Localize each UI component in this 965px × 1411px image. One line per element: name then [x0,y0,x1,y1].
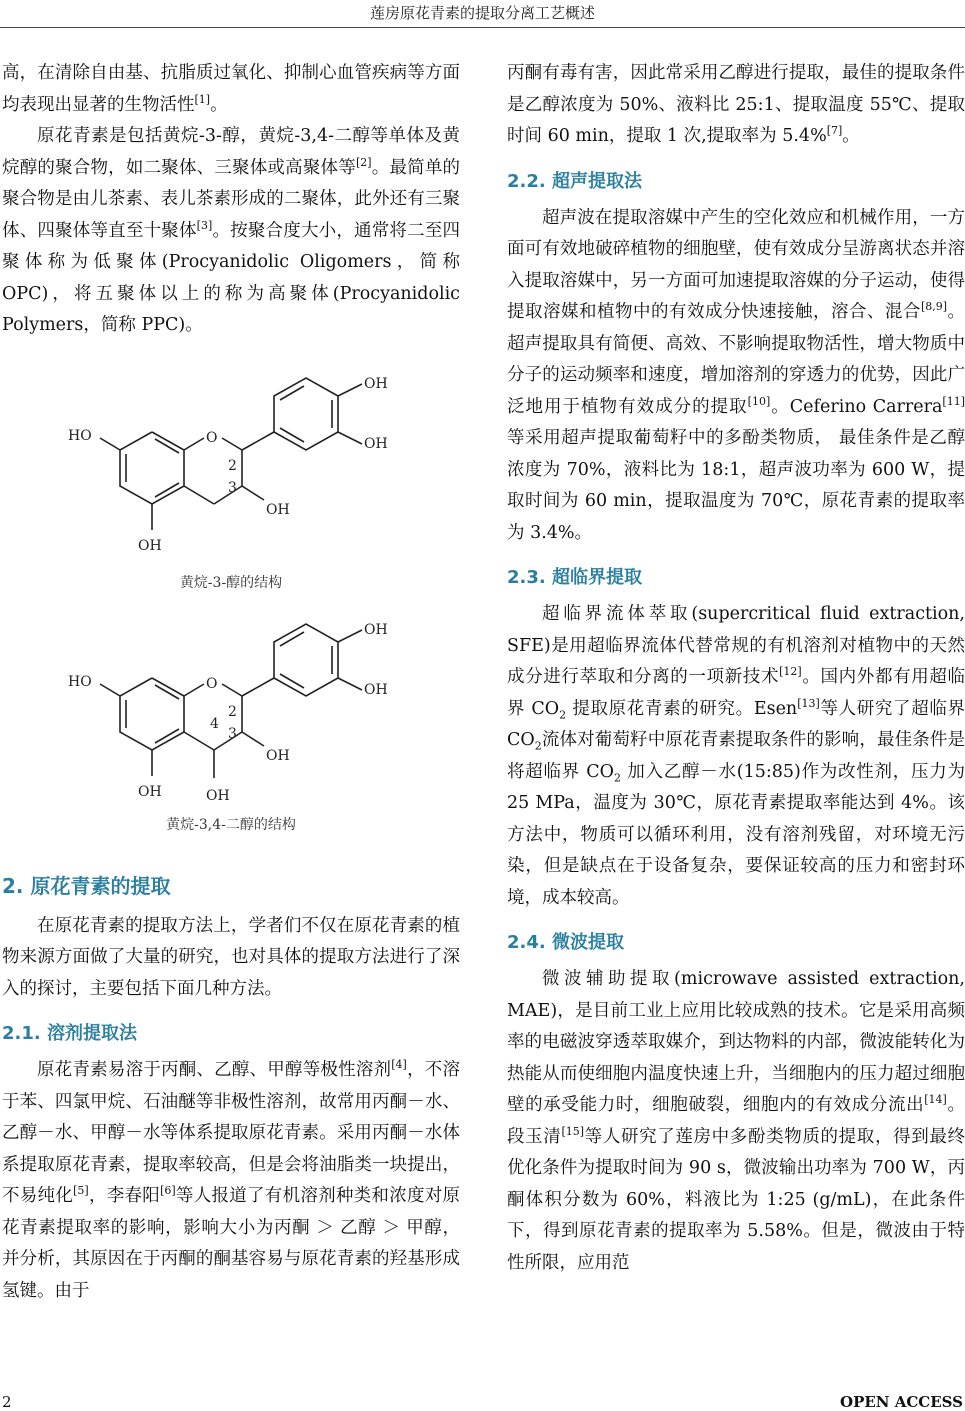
figure-caption: 黄烷-3-醇的结构 [179,574,283,591]
struct-position-3: 3 [228,725,237,742]
struct-oh-label: OH [364,435,388,452]
paragraph-microwave-extraction: 微波辅助提取(microwave assisted extraction, MAE)，是目前工业上应用比较成熟的技术。它是采用高频率的电磁波穿透萃取媒介，到达物料的内部，微波能转化为热能从而使细胞内温度快速上升，当细胞内的压力超过细胞壁的承受能力时，细胞破裂，细胞内的有效成分流出[14]。段玉清[15]等人研究了莲房中多酚类物质的提取，得到最终优化条件为提取时间为 90 s，微波输出功率为 700 W，丙酮体积分数为 60%，料液比为 1:25 (g/mL)，在此条件下，得到原花青素的提取率为 5.58%。但是，微波由于特性所限，应用范 [507,969,965,1273]
figure-flavan-3-4-diol [2,610,460,834]
struct-oh-label: OH [364,375,388,392]
struct-position-2: 2 [228,457,237,474]
paragraph-ultrasonic-extraction: 超声波在提取溶媒中产生的空化效应和机械作用，一方面可有效地破碎植物的细胞壁，使有效成分呈游离状态并溶入提取溶媒中，另一方面可加速提取溶媒的分子运动，使得提取溶媒和植物中的有效成分快速接触，溶合、混合[8,9]。超声提取具有简便、高效、不影响提取物活性，增大物质中分子的运动频率和速度，增加溶剂的穿透力的优势，因此广泛地用于植物有效成分的提取[10]。Ceferino Carrera[11]等采用超声提取葡萄籽中的多酚类物质， 最佳条件是乙醇浓度为 70%，液料比为 18:1，超声波功率为 600 W，提取时间为 60 min，提取温度为 70℃，原花青素的提取率为 3.4%。 [507,207,965,543]
flavan-3-4-diol-structure [2,610,460,810]
paragraph-continued: 高，在清除自由基、抗脂质过氧化、抑制心血管疾病等方面均表现出显著的生物活性[1]。 [2,63,460,115]
section-heading-2-4: 2.4. 微波提取 [507,932,624,953]
struct-oh-label: OH [206,787,230,804]
header-rule [0,27,965,28]
left-column [2,58,460,1307]
struct-o-label: O [206,429,218,446]
struct-position-3: 3 [228,479,237,496]
figure-flavan-3-ol [2,364,460,592]
section-heading-2-1: 2.1. 溶剂提取法 [2,1023,137,1044]
paragraph-supercritical-extraction: 超临界流体萃取(supercritical fluid extraction, SFE)是用超临界流体代替常规的有机溶剂对植物中的天然成分进行萃取和分离的一项新技术[12]。国内外都有用超临界 $CO_2$ 提取原花青素的研究。Esen[13]等人研究了超临界$CO_2$流体对葡萄籽中原花青素提取条件的影响，最佳条件是将超临界 $CO_2$ 加入乙醇－水(15:85)作为改性剂，压力为 25 MPa，温度为 30℃，原花青素提取率能达到 4%。该方法中，物质可以循环利用，没有溶剂残留，对环境无污染，但是缺点在于设备复杂，要保证较高的压力和密封环境，成本较高。 [507,604,965,908]
section-heading-2: 2. 原花青素的提取 [2,873,171,898]
struct-position-2: 2 [228,703,237,720]
section-heading-2-3: 2.3. 超临界提取 [507,567,642,588]
open-access-label: OPEN ACCESS [840,1393,963,1411]
page-number: 2 [2,1393,12,1411]
running-header: 莲房原花青素的提取分离工艺概述 [369,4,595,22]
figure-caption: 黄烷-3,4-二醇的结构 [166,816,296,833]
struct-oh-label: OH [138,537,162,554]
paragraph-continued: 丙酮有毒有害，因此常采用乙醇进行提取，最佳的提取条件是乙醇浓度为 50%、液料比 25:1、提取温度 55℃、提取时间 60 min，提取 1 次,提取率为 5.4%[7]。 [507,63,965,146]
struct-oh-label: OH [364,621,388,638]
struct-ho-label: HO [68,673,92,690]
section-heading-2-2: 2.2. 超声提取法 [507,170,642,192]
struct-o-label: O [206,675,218,692]
struct-position-4: 4 [210,715,219,732]
struct-oh-label: OH [364,681,388,698]
paragraph-section-2: 在原花青素的提取方法上，学者们不仅在原花青素的植物来源方面做了大量的研究，也对具体的提取方法进行了深入的探讨，主要包括下面几种方法。 [2,915,460,999]
struct-oh-label: OH [266,747,290,764]
flavan-3-ol-structure [2,364,460,564]
paragraph-definition: 原花青素是包括黄烷-3-醇，黄烷-3,4-二醇等单体及黄烷醇的聚合物，如二聚体、三聚体或高聚体等[2]。最简单的聚合物是由儿茶素、表儿茶素形成的二聚体，此外还有三聚体、四聚体等直至十聚体[3]。按聚合度大小，通常将二至四聚体称为低聚体(Procyanidolic Oligomers，简称 OPC)，将五聚体以上的称为高聚体(Procyanidolic Polymers，简称 PPC)。 [2,126,461,335]
struct-ho-label: HO [68,427,92,444]
struct-oh-label: OH [266,501,290,518]
right-column [507,58,965,1279]
paragraph-solvent-extraction: 原花青素易溶于丙酮、乙醇、甲醇等极性溶剂[4]，不溶于苯、四氯甲烷、石油醚等非极性溶剂，故常用丙酮－水、乙醇－水、甲醇－水等体系提取原花青素。采用丙酮－水体系提取原花青素，提取率较高，但是会将油脂类一块提出，不易纯化[5]，李春阳[6]等人报道了有机溶剂种类和浓度对原花青素提取率的影响，影响大小为丙酮 ＞ 乙醇 ＞ 甲醇，并分析，其原因在于丙酮的酮基容易与原花青素的羟基形成氢键。由于 [2,1058,461,1301]
struct-oh-label: OH [138,783,162,800]
